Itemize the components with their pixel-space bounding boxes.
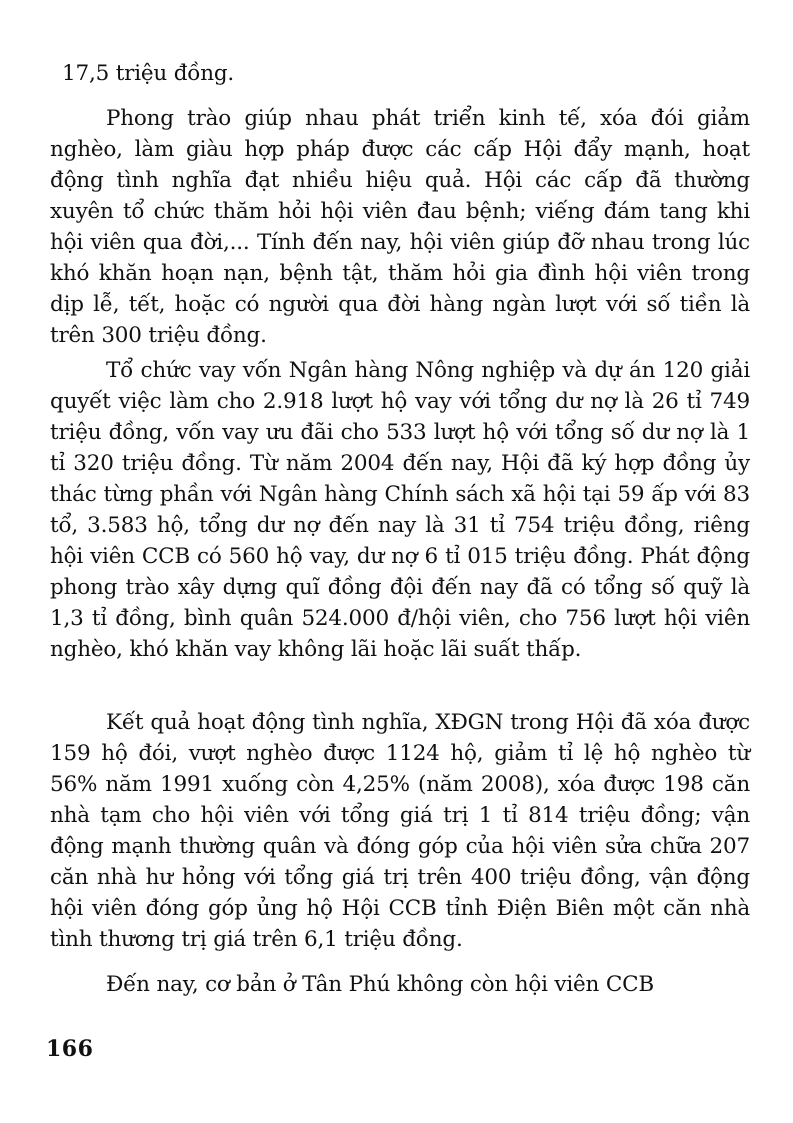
continuation-text: 17,5 triệu đồng. — [62, 61, 235, 86]
paragraph-continuing — [50, 969, 750, 1000]
page-number: 166 — [46, 1036, 94, 1062]
paragraph-text: Đến nay, cơ bản ở Tân Phú không còn hội viên CCB — [106, 972, 654, 997]
paragraph-text: Kết quả hoạt động tình nghĩa, XĐGN trong Hội đã xóa được 159 hộ đói, vượt nghèo được 1124 hộ, giảm tỉ lệ hộ nghèo từ 56% năm 1991 xuống còn 4,25% (năm 2008), xóa được 198 căn nhà tạm cho hội viên với tổng giá trị 1 tỉ 814 triệu đồng; vận động mạnh thường quân và đóng góp của hội viên sửa chữa 207 căn nhà hư hỏng với tổng giá trị trên 400 triệu đồng, vận động hội viên đóng góp ủng hộ Hội CCB tỉnh Điện Biên một căn nhà tình thương trị giá trên 6,1 triệu đồng. — [50, 710, 750, 952]
paragraph-text: Tổ chức vay vốn Ngân hàng Nông nghiệp và dự án 120 giải quyết việc làm cho 2.918 lượt hộ vay với tổng dư nợ là 26 tỉ 749 triệu đồng, vốn vay ưu đãi cho 533 lượt hộ với tổng số dư nợ là 1 tỉ 320 triệu đồng. Từ năm 2004 đến nay, Hội đã ký hợp đồng ủy thác từng phần với Ngân hàng Chính sách xã hội tại 59 ấp với 83 tổ, 3.583 hộ, tổng dư nợ đến nay là 31 tỉ 754 triệu đồng, riêng hội viên CCB có 560 hộ vay, dư nợ 6 tỉ 015 triệu đồng. Phát động phong trào xây dựng quĩ đồng đội đến nay đã có tổng số quỹ là 1,3 tỉ đồng, bình quân 524.000 đ/hội viên, cho 756 lượt hội viên nghèo, khó khăn vay không lãi hoặc lãi suất thấp. — [50, 358, 750, 662]
continuation-line — [62, 58, 752, 89]
paragraph-loans — [50, 355, 750, 665]
paragraph-results — [50, 707, 750, 955]
paragraph-economic-support — [50, 103, 750, 351]
paragraph-text: Phong trào giúp nhau phát triển kinh tế, xóa đói giảm nghèo, làm giàu hợp pháp được các cấp Hội đẩy mạnh, hoạt động tình nghĩa đạt nhiều hiệu quả. Hội các cấp đã thường xuyên tổ chức thăm hỏi hội viên đau bệnh; viếng đám tang khi hội viên qua đời,... Tính đến nay, hội viên giúp đỡ nhau trong lúc khó khăn hoạn nạn, bệnh tật, thăm hỏi gia đình hội viên trong dịp lễ, tết, hoặc có người qua đời hàng ngàn lượt với số tiền là trên 300 triệu đồng. — [50, 106, 750, 348]
